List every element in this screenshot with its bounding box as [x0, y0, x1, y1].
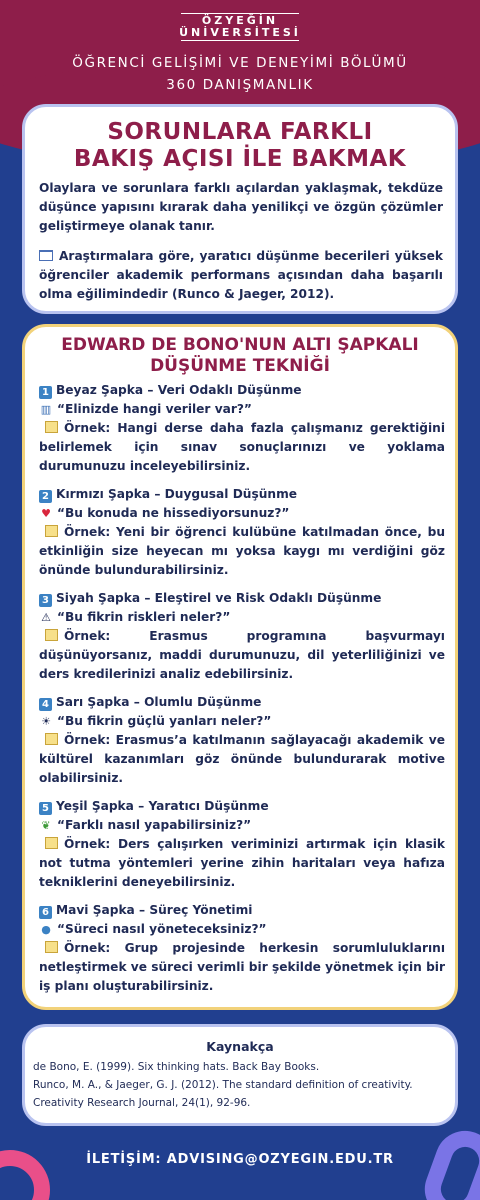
sources-title: Kaynakça	[206, 1039, 274, 1054]
hat-question: “Bu konuda ne hissediyorsunuz?”	[57, 506, 290, 520]
hat-question: “Farklı nasıl yapabilirsiniz?”	[57, 818, 252, 832]
hat-item-white	[39, 381, 445, 476]
hat-item-blue	[39, 901, 445, 996]
blue-circle-icon: ●	[41, 923, 51, 936]
number-badge: 1	[39, 386, 52, 399]
hats-title-line2: DÜŞÜNME TEKNİĞİ	[150, 356, 330, 376]
hat-heading: Mavi Şapka – Süreç Yönetimi	[56, 903, 253, 917]
hat-item-green	[39, 797, 445, 892]
memo-icon	[45, 629, 58, 641]
hat-item-yellow	[39, 693, 445, 788]
source-line3: Creativity Research Journal, 24(1), 92-96.	[33, 1097, 251, 1109]
logo-line2: ÜNİVERSİTESİ	[179, 26, 301, 39]
intro-paragraph1: Olaylara ve sorunlara farklı açılardan yaklaşmak, tekdüze düşünce yapısını kırarak daha yenilikçi ve özgün çözümler geliştirmeye olanak tanır.	[39, 181, 443, 233]
memo-icon	[45, 941, 58, 953]
hat-example: Örnek: Erasmus programına başvurmayı düşünüyorsanız, maddi durumunuzu, dil yeterliliğinizi ve ders kredilerinizi analiz edebilirsiniz.	[39, 629, 445, 681]
source-line1: de Bono, E. (1999). Six thinking hats. Back Bay Books.	[33, 1061, 320, 1073]
intro-paragraph2	[39, 247, 443, 304]
department-title	[0, 52, 480, 96]
contact-email[interactable]: İLETİŞİM: ADVISING@OZYEGIN.EDU.TR	[86, 1152, 394, 1167]
hat-item-red	[39, 485, 445, 580]
memo-icon	[45, 525, 58, 537]
memo-icon	[45, 837, 58, 849]
book-icon	[39, 250, 53, 261]
number-badge: 2	[39, 490, 52, 503]
hat-heading: Siyah Şapka – Eleştirel ve Risk Odaklı Düşünme	[56, 591, 382, 605]
memo-icon	[45, 421, 58, 433]
number-badge: 6	[39, 906, 52, 919]
heart-icon: ♥	[41, 507, 51, 520]
number-badge: 3	[39, 594, 52, 607]
number-badge: 5	[39, 802, 52, 815]
hat-heading: Sarı Şapka – Olumlu Düşünme	[56, 695, 262, 709]
hat-example: Örnek: Ders çalışırken veriminizi artırmak için klasik not tutma yöntemleri yerine zihin haritaları veya hafıza tekniklerini deneyebilirsiniz.	[39, 837, 445, 889]
intro-card	[22, 104, 458, 314]
memo-icon	[45, 733, 58, 745]
university-logo	[0, 12, 480, 42]
chart-icon: ▥	[40, 403, 52, 416]
hats-card	[22, 324, 458, 1010]
number-badge: 4	[39, 698, 52, 711]
intro-paragraph2-text: Araştırmalara göre, yaratıcı düşünme becerileri yüksek öğrenciler akademik performans açısından daha başarılı olma eğilimindedir (Runco & Jaeger, 2012).	[39, 249, 443, 301]
hat-item-black	[39, 589, 445, 684]
hat-heading: Kırmızı Şapka – Duygusal Düşünme	[56, 487, 298, 501]
hat-question: “Elinizde hangi veriler var?”	[57, 402, 252, 416]
dept-line2: 360 DANIŞMANLIK	[166, 77, 314, 93]
hat-example: Örnek: Grup projesinde herkesin sorumluluklarını netleştirmek ve süreci verimli bir şekilde yönetmek için bir iş planı oluşturabilirsiniz.	[39, 941, 445, 993]
hat-question: “Bu fikrin riskleri neler?”	[57, 610, 231, 624]
intro-title-line2: BAKIŞ AÇISI İLE BAKMAK	[73, 146, 407, 172]
seedling-icon: ❦	[41, 819, 51, 832]
intro-title-line1: SORUNLARA FARKLI	[107, 119, 373, 145]
hat-example: Örnek: Yeni bir öğrenci kulübüne katılmadan önce, bu etkinliğin size heyecan mı yoksa kaygı mı verdiğini göz önünde bulundurabilirsiniz.	[39, 525, 445, 577]
hats-title-line1: EDWARD DE BONO'NUN ALTI ŞAPKALI	[61, 335, 419, 355]
warning-icon: ⚠	[41, 611, 51, 624]
sun-icon: ☀	[41, 715, 51, 728]
intro-title	[25, 119, 455, 173]
hat-example: Örnek: Erasmus’a katılmanın sağlayacağı akademik ve kültürel kazanımları göz önünde bulundurarak motive olabilirsiniz.	[39, 733, 445, 785]
source-line2: Runco, M. A., & Jaeger, G. J. (2012). The standard definition of creativity.	[33, 1079, 413, 1091]
hat-question: “Bu fikrin güçlü yanları neler?”	[57, 714, 272, 728]
hat-heading: Beyaz Şapka – Veri Odaklı Düşünme	[56, 383, 302, 397]
hat-question: “Süreci nasıl yöneteceksiniz?”	[57, 922, 267, 936]
hat-example: Örnek: Hangi derse daha fazla çalışmanız gerektiğini belirlemek için sınav sonuçlarınızı ve yoklama durumunuzu inceleyebilirsiniz.	[39, 421, 445, 473]
sources-card	[22, 1024, 458, 1126]
dept-line1: ÖĞRENCİ GELİŞİMİ VE DENEYİMİ BÖLÜMÜ	[72, 55, 408, 71]
logo-line1: ÖZYEĞİN	[201, 14, 279, 27]
hats-title	[25, 335, 455, 377]
hat-heading: Yeşil Şapka – Yaratıcı Düşünme	[56, 799, 269, 813]
